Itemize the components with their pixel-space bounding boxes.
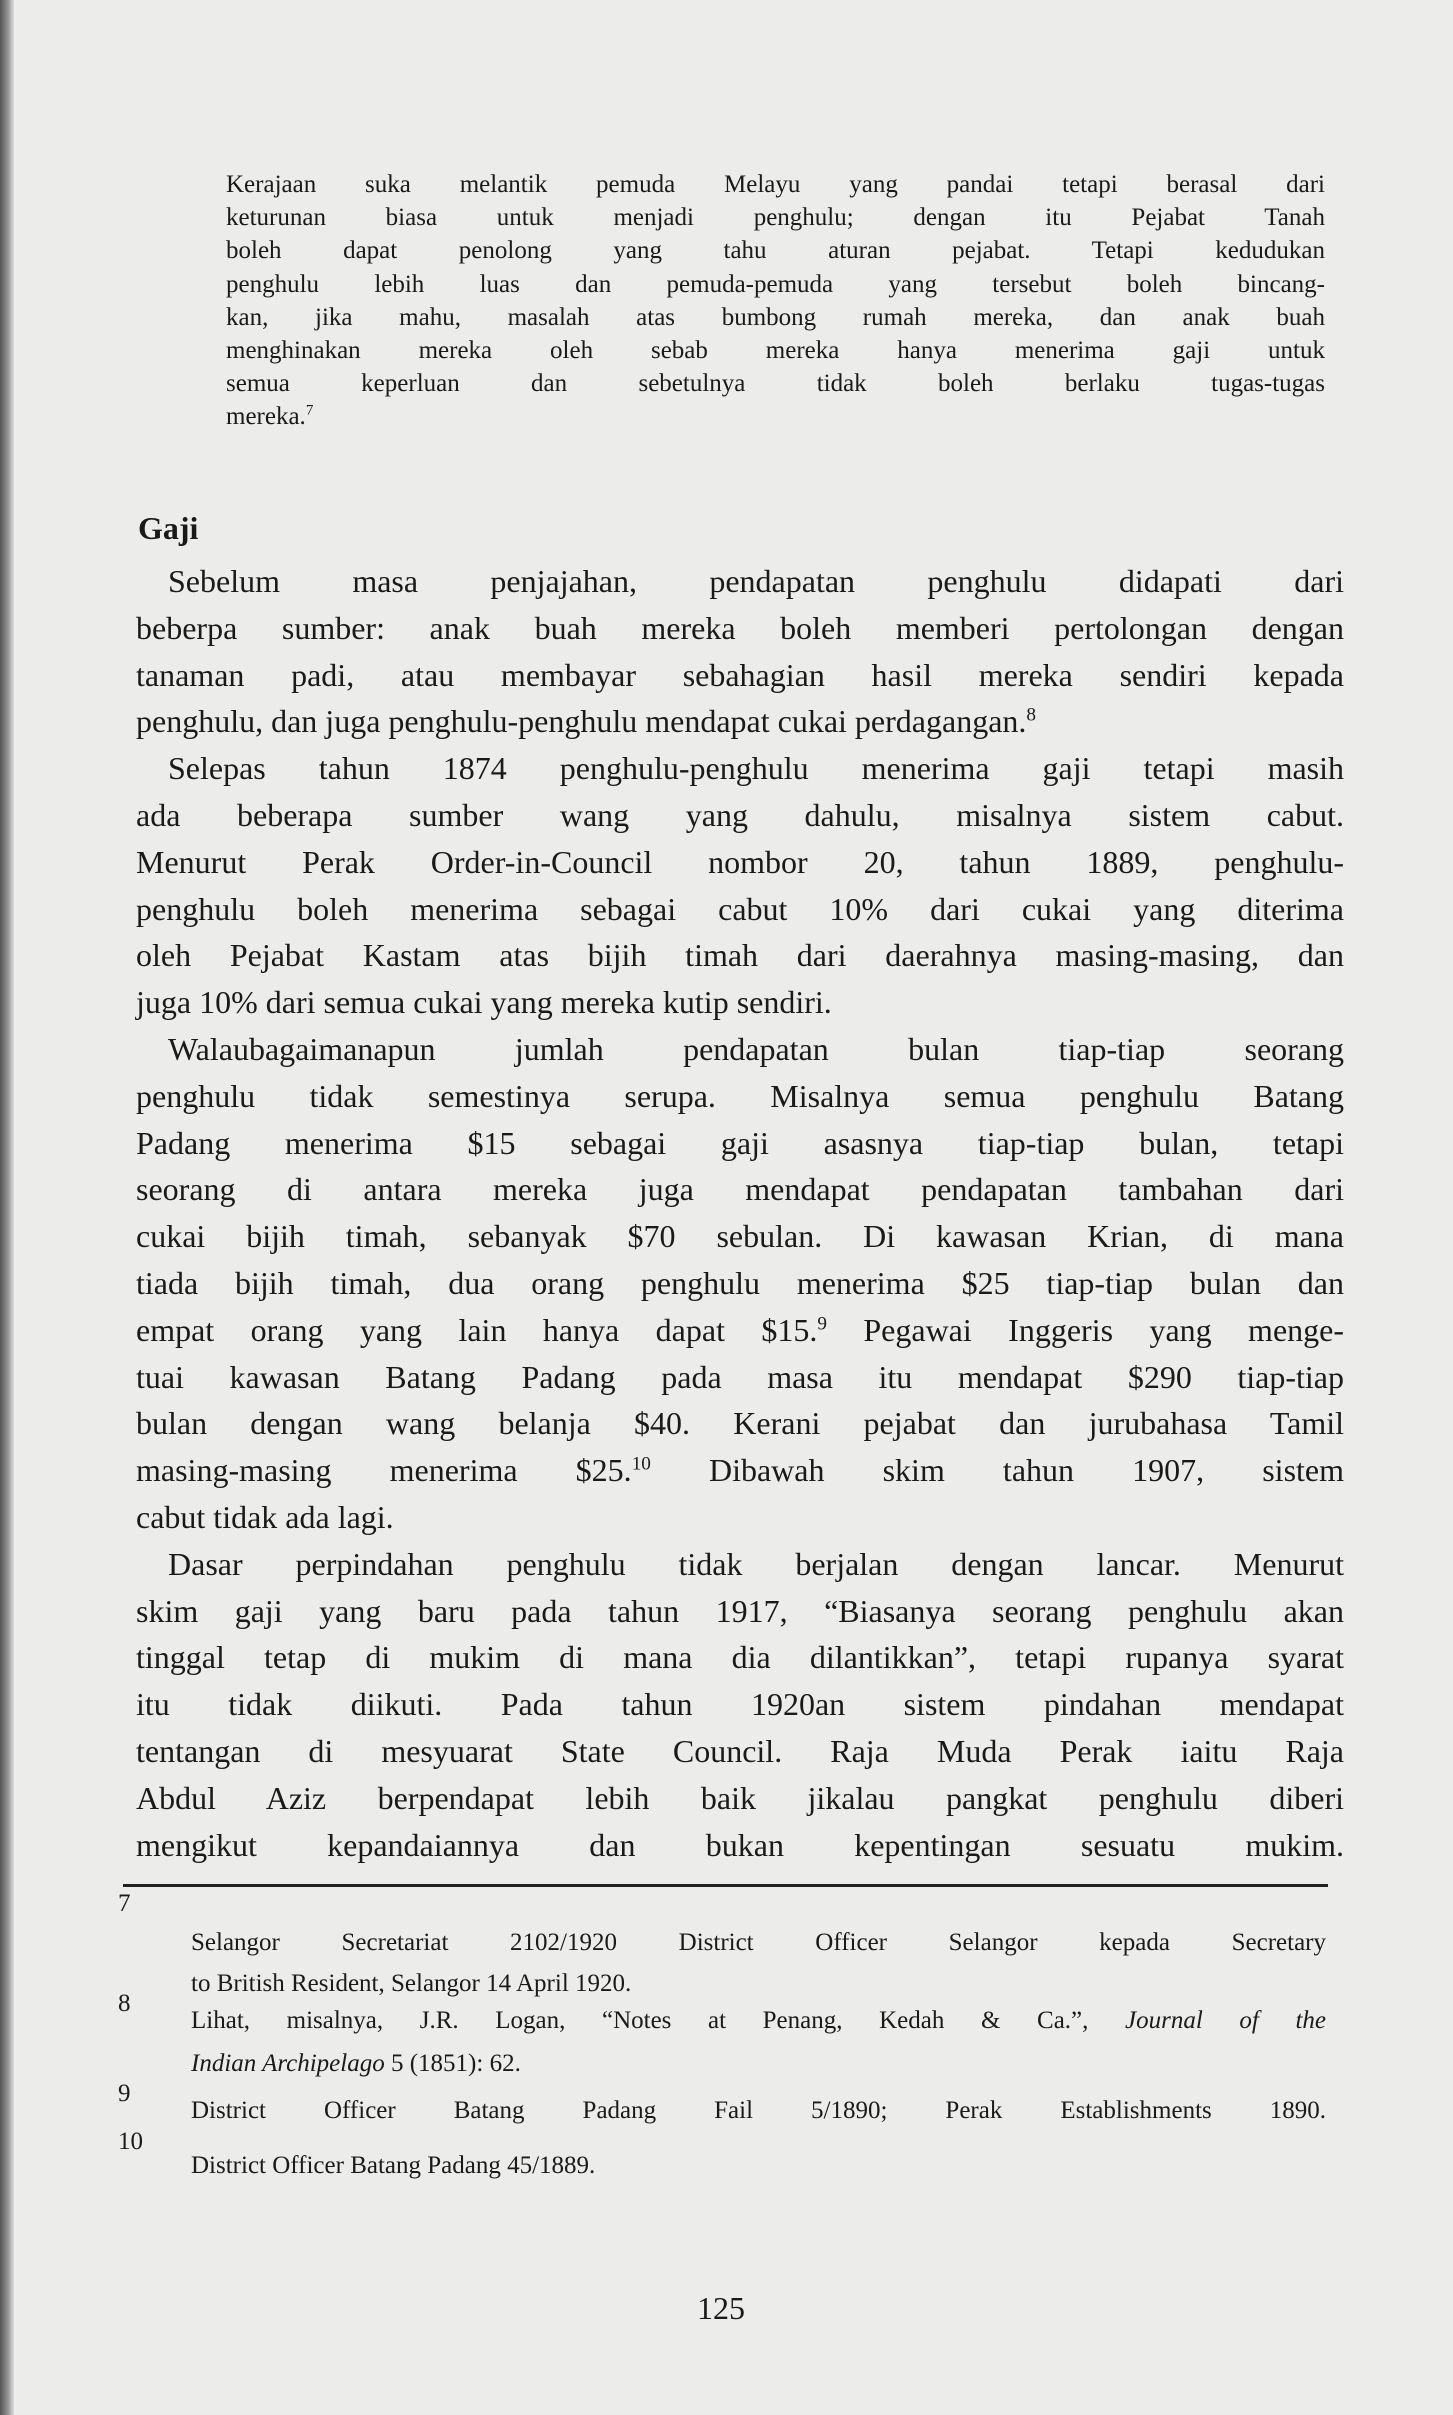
text-segment: mereka. [226,403,306,431]
body-line [136,1354,1344,1401]
text-segment: Abdul Aziz berpendapat lebih baik jikalau pangkat penghulu diberi [136,1779,1344,1816]
text-segment: Pegawai Inggeris yang menge- [826,1311,1345,1348]
body-line [136,839,1344,886]
body-line [136,1728,1344,1775]
footnote-number: 7 [118,1890,131,1917]
body-line [136,1447,1344,1494]
body-line [136,1775,1344,1822]
quote-line [226,301,1325,334]
text-segment: itu tidak diikuti. Pada tahun 1920an sistem pindahan mendapat [136,1686,1344,1723]
footnote-number: 9 [118,2080,131,2107]
footnote-number: 8 [118,1990,131,2017]
footnote-line [191,2003,1326,2039]
footnote-line [191,2093,1326,2129]
text-segment: penghulu, dan juga penghulu-penghulu mendapat cukai perdagangan. [136,703,1027,740]
text-segment: Kerajaan suka melantik pemuda Melayu yang pandai tetapi berasal dari [226,171,1325,198]
text-segment: bulan dengan wang belanja $40. Kerani pejabat dan jurubahasa Tamil [136,1405,1344,1442]
body-line [136,1307,1344,1354]
footnote-line [191,2046,1326,2082]
quote-line [226,234,1325,267]
body-line [136,792,1344,839]
page-number: 125 [697,2290,745,2326]
quote-line [226,334,1325,367]
quote-line [226,168,1325,201]
body-line [136,886,1344,933]
section-heading: Gaji [138,510,199,546]
text-segment: Selangor Secretariat 2102/1920 District Officer Selangor kepada Secretary [191,1929,1326,1956]
text-segment: tinggal tetap di mukim di mana dia dilantikkan”, tetapi rupanya syarat [136,1639,1344,1676]
text-segment: Menurut Perak Order-in-Council nombor 20, tahun 1889, penghulu- [136,843,1344,880]
text-segment: to British Resident, Selangor 14 April 1920. [191,1970,632,1997]
text-segment: Dibawah skim tahun 1907, sistem [650,1452,1345,1489]
text-segment: juga 10% dari semua cukai yang mereka kutip sendiri. [136,984,832,1021]
body-line [136,1260,1344,1307]
body-line [136,932,1344,979]
text-segment: District Officer Batang Padang 45/1889. [191,2152,596,2179]
text-segment: seorang di antara mereka juga mendapat pendapatan tambahan dari [136,1171,1344,1208]
text-segment: masing-masing menerima $25. [136,1452,632,1489]
text-segment: tuai kawasan Batang Padang pada masa itu mendapat $290 tiap-tiap [136,1358,1344,1395]
text-segment: Padang menerima $15 sebagai gaji asasnya tiap-tiap bulan, tetapi [136,1124,1344,1161]
text-segment: Lihat, misalnya, J.R. Logan, “Notes at Penang, Kedah & Ca.”, [191,2007,1126,2034]
text-segment: skim gaji yang baru pada tahun 1917, “Biasanya seorang penghulu akan [136,1592,1344,1629]
text-segment: boleh dapat penolong yang tahu aturan pejabat. Tetapi kedudukan [226,237,1325,265]
body-line [136,1588,1344,1635]
text-segment: cukai bijih timah, sebanyak $70 sebulan. Di kawasan Krian, di mana [136,1218,1344,1255]
text-segment: tiada bijih timah, dua orang penghulu menerima $25 tiap-tiap bulan dan [136,1265,1344,1301]
text-segment: ada beberapa sumber wang yang dahulu, misalnya sistem cabut. [136,797,1344,833]
body-line [136,1026,1344,1073]
quote-line [226,367,1325,400]
body-line [136,1120,1344,1167]
text-segment: tanaman padi, atau membayar sebahagian hasil mereka sendiri kepada [136,656,1344,693]
footnote-ref: 9 [817,1313,827,1335]
body-line [136,1213,1344,1260]
footnote-divider [123,1884,1328,1887]
footnote-line [191,1966,1326,2002]
footnote-ref: 7 [305,403,314,420]
text-segment: menghinakan mereka oleh sebab mereka hanya menerima gaji untuk [226,337,1325,364]
quote-line [226,268,1325,301]
body-line [136,1400,1344,1447]
quote-line [226,201,1325,234]
body-line [136,979,1344,1026]
text-segment: Dasar perpindahan penghulu tidak berjalan dengan lancar. Menurut [136,1545,1344,1582]
text-segment: mengikut kepandaiannya dan bukan kepentingan sesuatu mukim. [136,1826,1344,1863]
text-segment: penghulu boleh menerima sebagai cabut 10% dari cukai yang diterima [136,890,1344,927]
text-segment: beberpa sumber: anak buah mereka boleh memberi pertolongan dengan [136,609,1344,646]
body-line [136,652,1344,699]
text-segment: Selepas tahun 1874 penghulu-penghulu menerima gaji tetapi masih [136,750,1344,787]
body-line [136,745,1344,792]
text-segment: Walaubagaimanapun jumlah pendapatan bulan tiap-tiap seorang [136,1031,1344,1067]
body-line [136,1681,1344,1728]
body-line [136,1634,1344,1681]
italic-text: Indian Archipelago [191,2050,385,2077]
footnote-line [191,2148,1326,2184]
footnote-ref: 10 [631,1453,651,1475]
footnote-line [191,1925,1326,1961]
body-line [136,1073,1344,1120]
italic-text: Journal of the [1125,2007,1326,2034]
text-segment: keturunan biasa untuk menjadi penghulu; dengan itu Pejabat Tanah [226,204,1325,232]
text-segment: 5 (1851): 62. [384,2050,521,2077]
body-line [136,698,1344,745]
footnote-number: 10 [118,2128,143,2155]
body-line [136,558,1344,605]
text-segment: penghulu lebih luas dan pemuda-pemuda yang tersebut boleh bincang- [226,270,1325,298]
text-segment: semua keperluan dan sebetulnya tidak boleh berlaku tugas-tugas [226,370,1325,398]
body-line [136,1822,1344,1869]
body-line [136,1166,1344,1213]
text-segment: Sebelum masa penjajahan, pendapatan penghulu didapati dari [136,563,1344,599]
text-segment: tentangan di mesyuarat State Council. Raja Muda Perak iaitu Raja [136,1733,1344,1769]
text-segment: cabut tidak ada lagi. [136,1499,394,1535]
text-segment: penghulu tidak semestinya serupa. Misalnya semua penghulu Batang [136,1077,1344,1114]
page-edge-shadow [0,0,14,2415]
quote-line [226,400,1325,433]
text-segment: oleh Pejabat Kastam atas bijih timah dari daerahnya masing-masing, dan [136,937,1344,974]
body-line [136,1541,1344,1588]
text-segment: kan, jika mahu, masalah atas bumbong rumah mereka, dan anak buah [226,303,1325,331]
text-segment: District Officer Batang Padang Fail 5/1890; Perak Establishments 1890. [191,2097,1326,2124]
footnote-ref: 8 [1026,704,1036,726]
text-segment: empat orang yang lain hanya dapat $15. [136,1311,818,1348]
body-line [136,605,1344,652]
body-line [136,1494,1344,1541]
